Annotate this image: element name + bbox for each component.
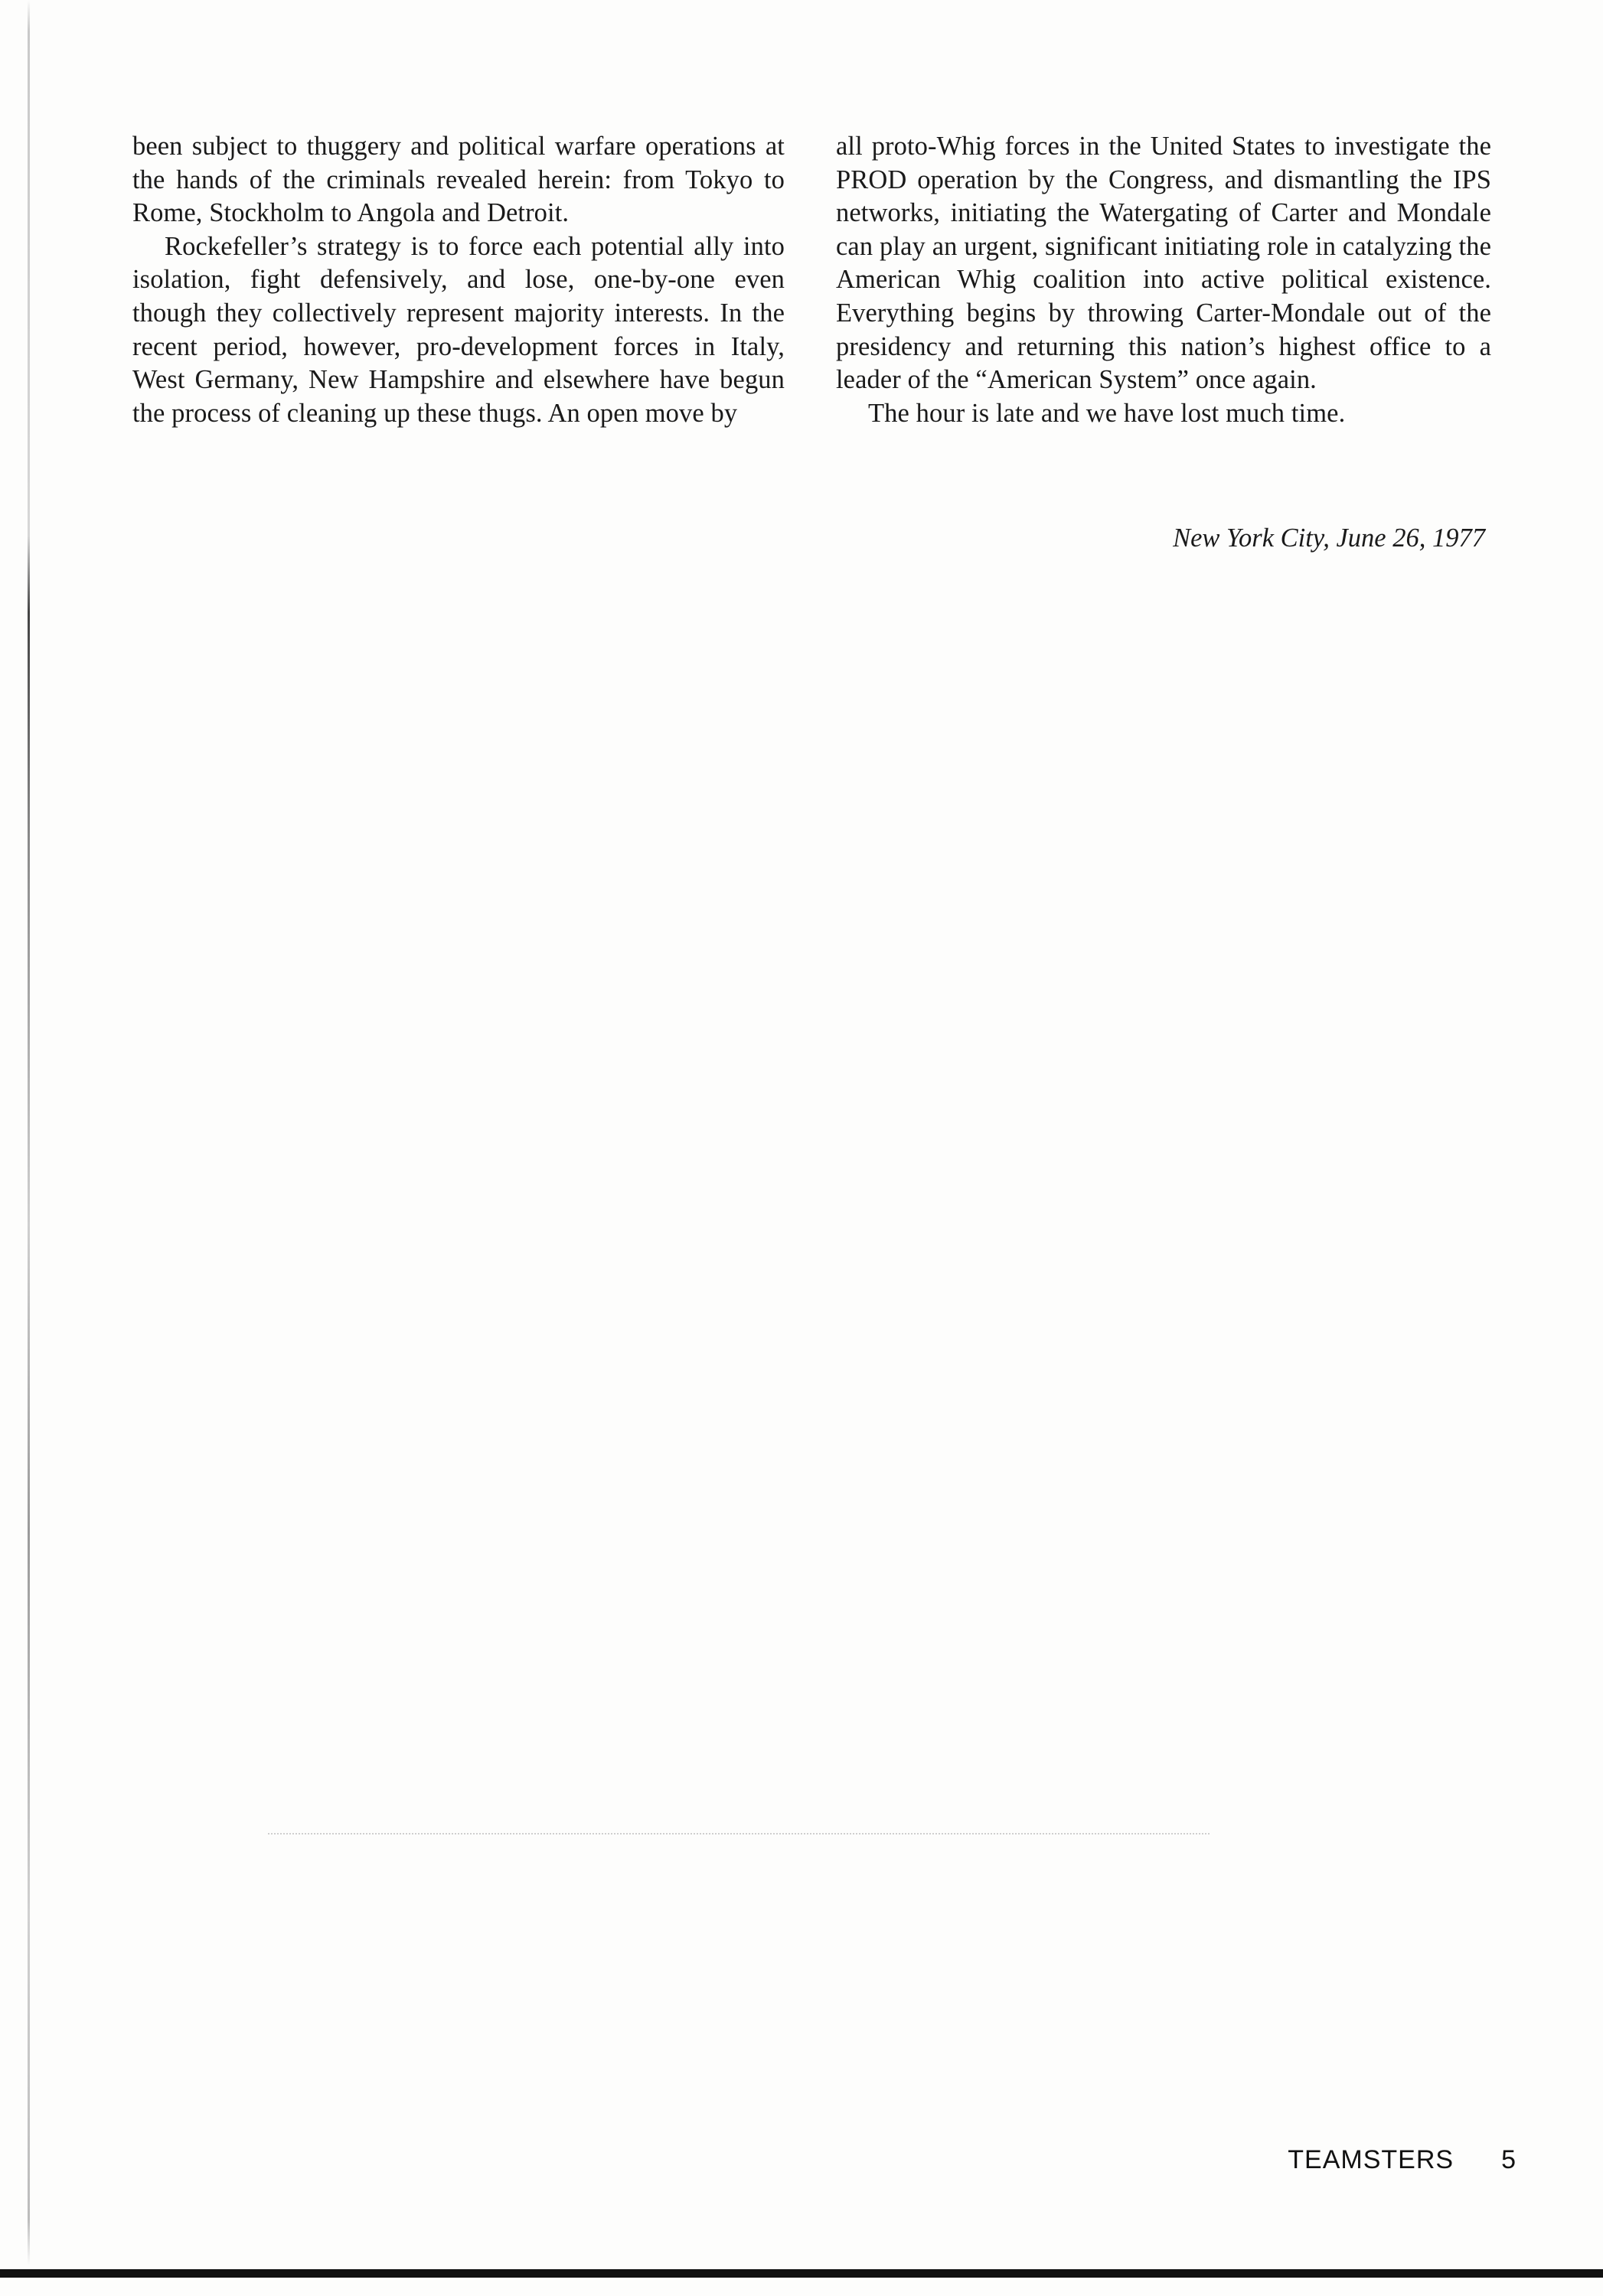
right-column [836, 130, 1491, 430]
bottom-rule [0, 2269, 1603, 2278]
left-column [132, 130, 785, 430]
scan-artifact-line [268, 1833, 1210, 1835]
right-paragraph-closing: The hour is late and we have lost much time. [868, 398, 1346, 428]
right-paragraph-whig-forces: all proto-Whig forces in the United States to investigate the PROD operation by the Congress, and dismantling the IPS networks, initiating the Watergating of Carter and Mondale can play an urgent, significant initiating role in catalyzing the American Whig coalition into active political existence. Everything begins by throwing Carter-Mondale out of the presidency and returning this nation’s highest office to a leader of the “American System” once again. [836, 132, 1491, 395]
left-paragraph-continuation: been subject to thuggery and political warfare operations at the hands of the criminals revealed herein: from Tokyo to Rome, Stockholm to Angola and Detroit. [132, 132, 785, 228]
left-paragraph-rockefeller-strategy: Rockefeller’s strategy is to force each potential ally into isolation, fight defensively, and lose, one-by-one even though they collectively represent majority interests. In the recent period, however, pro-development forces in Italy, West Germany, New Hampshire and elsewhere have begun the process of cleaning up these thugs. An open move by [132, 231, 785, 428]
page-footer [1225, 2144, 1516, 2175]
scan-edge-shadow [28, 0, 30, 2265]
dateline: New York City, June 26, 1977 [1173, 523, 1485, 553]
page-number: 5 [1501, 2145, 1516, 2174]
publication-name: TEAMSTERS [1288, 2145, 1454, 2174]
